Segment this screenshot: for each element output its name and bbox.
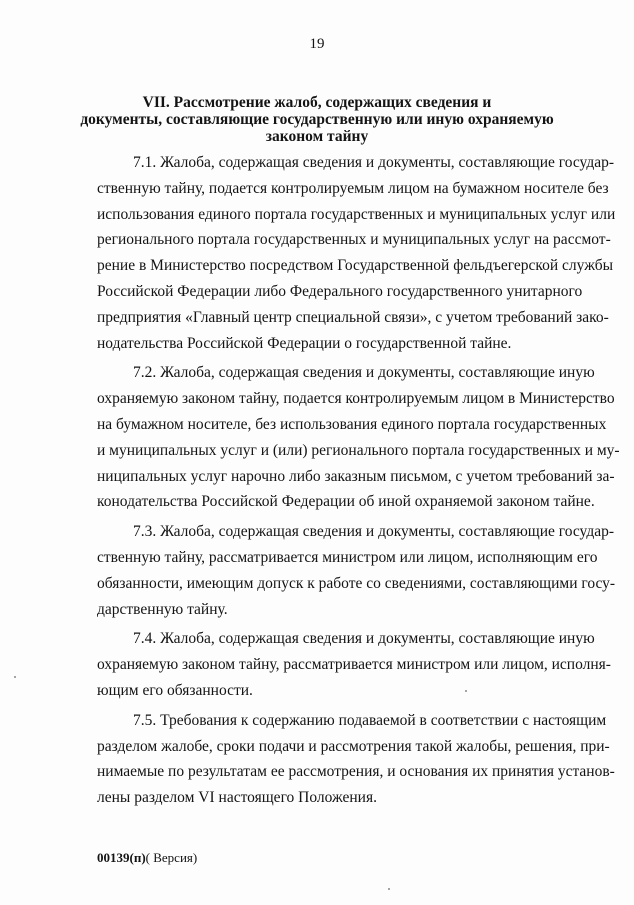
paragraph-line: 7.5. Требования к содержанию подаваемой в соответствии с настоящим	[133, 711, 607, 729]
paragraph-line: ющим его обязанности.	[97, 681, 253, 699]
paragraph-7-2	[97, 360, 620, 515]
paragraph-line: ственную тайну, рассматривается министром или лицом, исполняющим его	[97, 548, 598, 566]
paragraph-line: ственную тайну, подается контролируемым лицом на бумажном носителе без	[97, 179, 609, 197]
paragraph-line: дарственную тайну.	[97, 600, 228, 618]
paragraph-line: охраняемую законом тайну, подается контролируемым лицом в Министерство	[97, 390, 615, 408]
paragraph-7-3	[97, 519, 616, 622]
page-number: 19	[309, 36, 325, 52]
paragraph-line: предприятия «Главный центр специальной связи», с учетом требований зако-	[97, 308, 609, 326]
paragraph-line: Российской Федерации либо Федерального государственного унитарного	[97, 282, 583, 300]
paragraph-line: рение в Министерство посредством Государственной фельдъегерской службы	[97, 257, 614, 275]
paragraph-line: конодательства Российской Федерации об иной охраняемой законом тайне.	[97, 493, 595, 511]
heading-line-1: VII. Рассмотрение жалоб, содержащих сведения и	[142, 94, 492, 111]
paragraph-line: 7.4. Жалоба, содержащая сведения и документы, составляющие иную	[133, 630, 595, 648]
paragraph-line: обязанности, имеющим допуск к работе со сведениями, составляющими госу-	[97, 574, 616, 592]
paragraph-line: 7.1. Жалоба, содержащая сведения и документы, составляющие государ-	[133, 154, 614, 171]
scan-speck	[14, 676, 16, 678]
paragraph-7-4	[97, 626, 611, 703]
document-body	[97, 150, 620, 815]
scan-speck	[465, 690, 467, 692]
heading-line-3: законом тайну	[265, 128, 369, 145]
paragraph-line: разделом жалобе, сроки подачи и рассмотрения такой жалобы, решения, при-	[97, 737, 610, 755]
paragraph-line: и муниципальных услуг и (или) регионального портала государственных и му-	[97, 441, 620, 459]
paragraph-line: использования единого портала государственных и муниципальных услуг или	[97, 205, 616, 223]
paragraph-line: на бумажном носителе, без использования единого портала государственных	[97, 415, 607, 433]
heading-line-2: документы, составляющие государственную или иную охраняемую	[80, 111, 554, 128]
scan-speck	[388, 888, 390, 890]
paragraph-line: 7.3. Жалоба, содержащая сведения и документы, составляющие государ-	[133, 523, 614, 541]
paragraph-line: регионального портала государственных и муниципальных услуг на рассмот-	[97, 231, 611, 249]
paragraph-line: нимаемые по результатам ее рассмотрения, и основания их принятия установ-	[97, 763, 615, 781]
document-version: ( Версия)	[145, 850, 198, 865]
paragraph-line: ниципальных услуг нарочно либо заказным письмом, с учетом требований за-	[97, 467, 615, 485]
section-heading	[60, 94, 574, 145]
paragraph-line: 7.2. Жалоба, содержащая сведения и документы, составляющие иную	[133, 364, 595, 382]
paragraph-7-5	[97, 708, 615, 811]
document-footer	[97, 850, 197, 866]
paragraph-line: охраняемую законом тайну, рассматривается министром или лицом, исполня-	[97, 656, 611, 674]
document-code: 00139(п)	[97, 850, 146, 865]
paragraph-line: нодательства Российской Федерации о государственной тайне.	[97, 334, 512, 352]
paragraph-7-1	[97, 150, 616, 356]
paragraph-line: лены разделом VI настоящего Положения.	[97, 789, 377, 807]
